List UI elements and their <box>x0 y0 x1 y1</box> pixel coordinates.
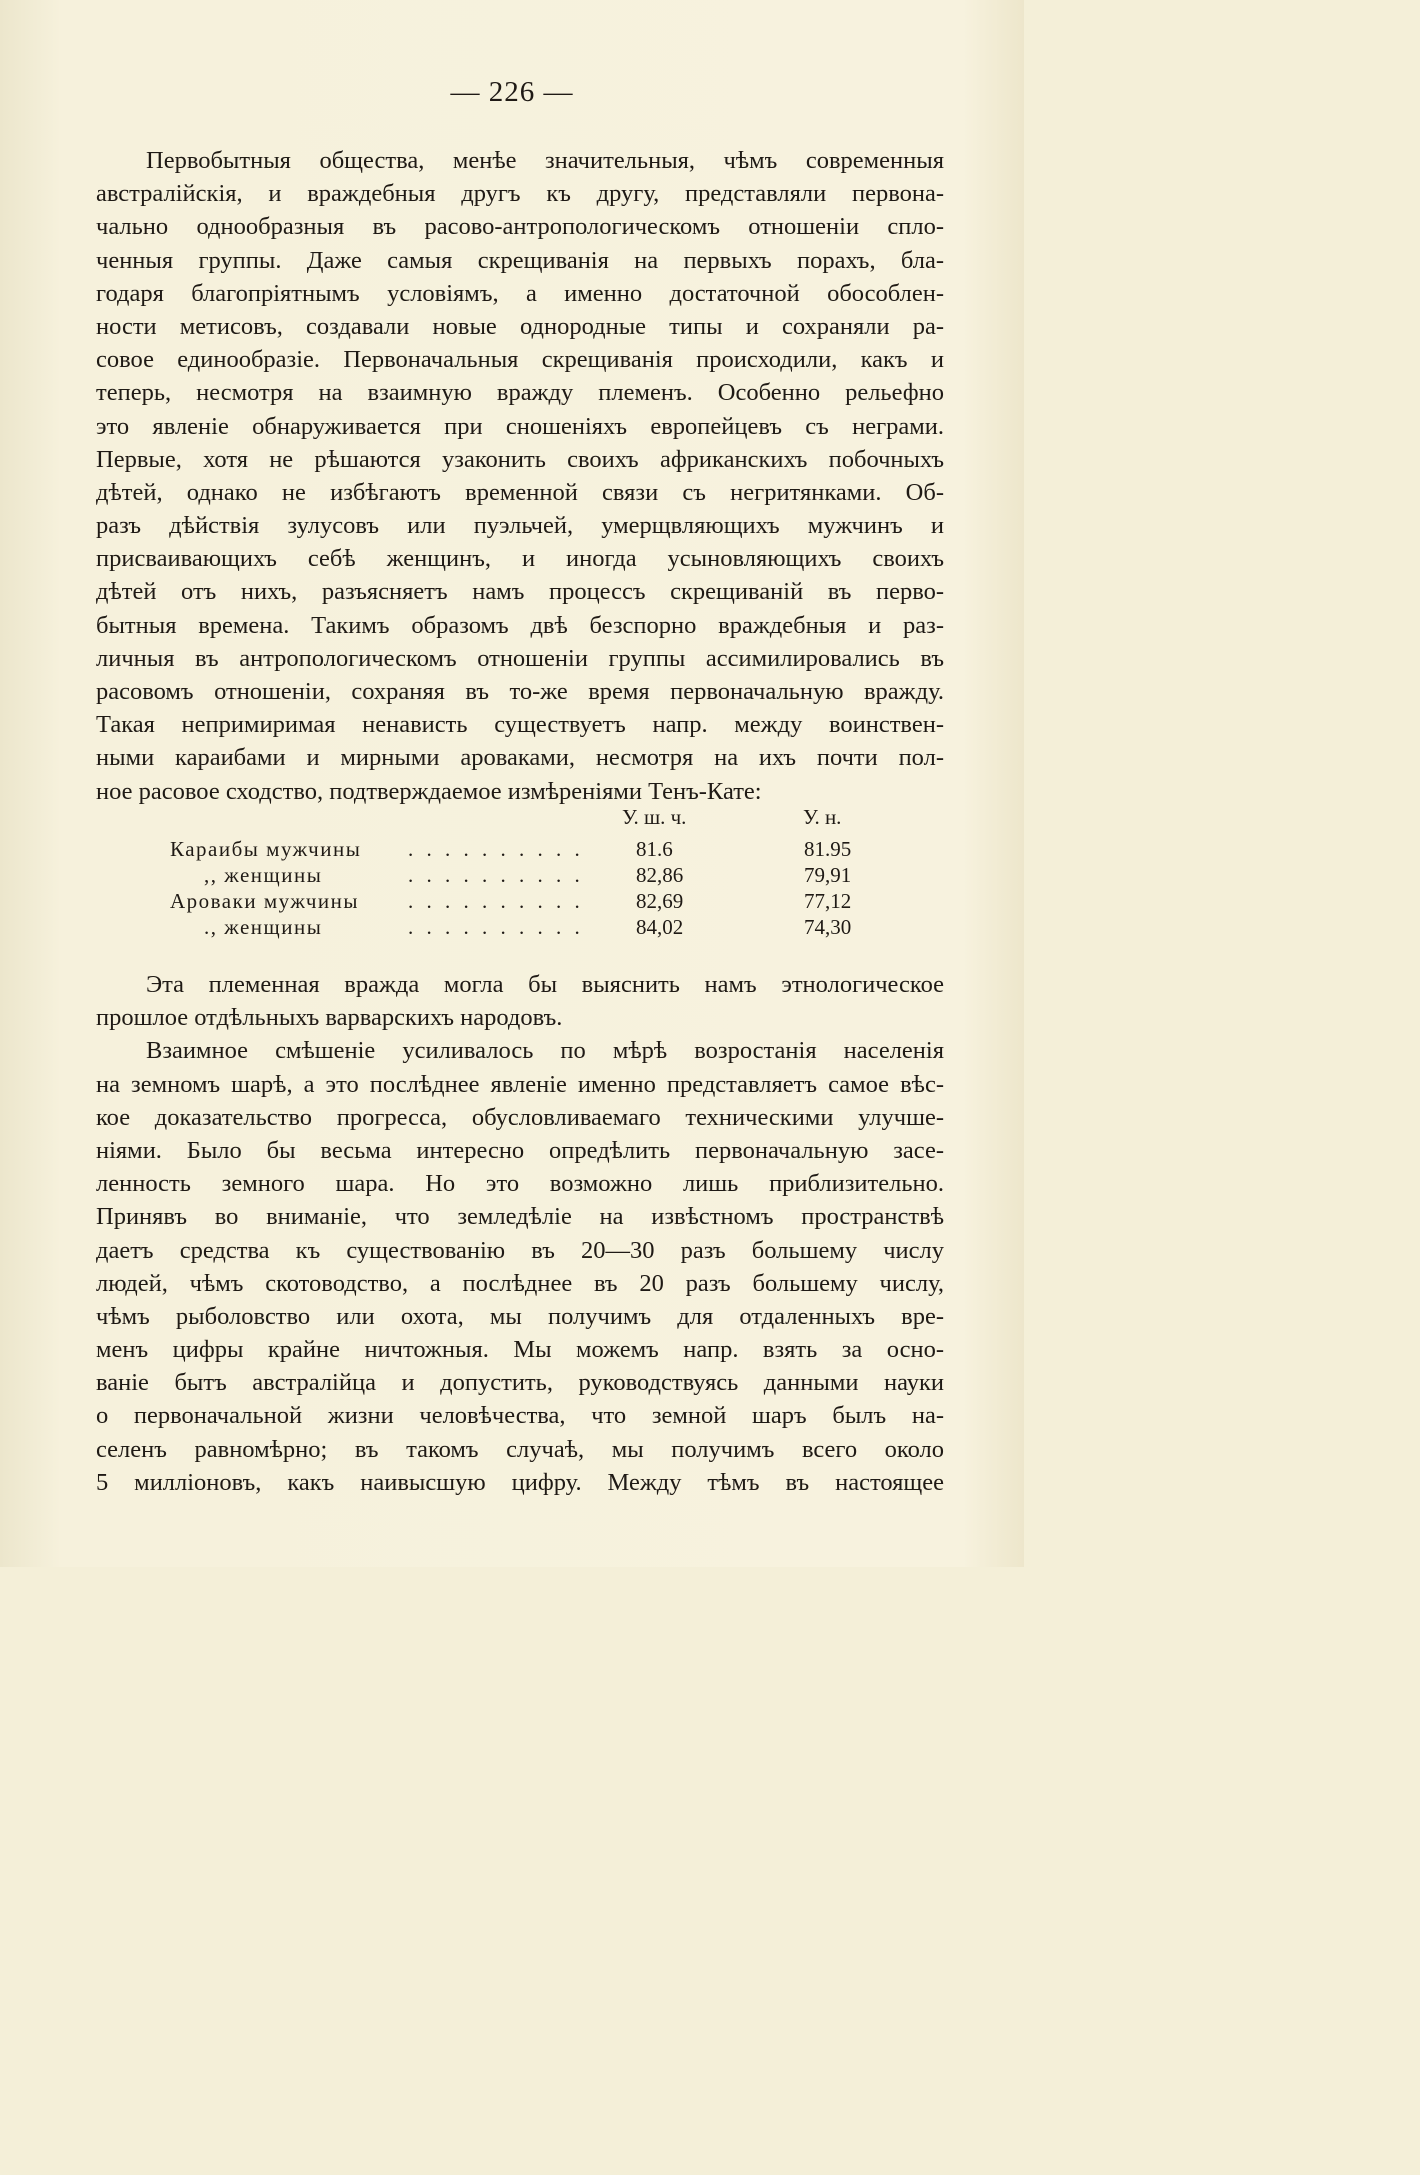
cell-value: 82,69 <box>636 889 684 913</box>
cell-value: 84,02 <box>636 915 684 939</box>
text-line: Такая непримиримая ненависть существуетъ напр. между воинствен- <box>96 711 944 739</box>
text-line: расовомъ отношеніи, сохраняя въ то-же время первоначальную вражду. <box>96 678 944 705</box>
cell-value: 79,91 <box>804 863 852 887</box>
text-line: селенъ равномѣрно; въ такомъ случаѣ, мы получимъ всего около <box>96 1435 944 1463</box>
leader-dots: . . . . . . . . . . <box>408 889 584 913</box>
text-line: ваніе бытъ австралійца и допустить, руководствуясь данными науки <box>96 1369 944 1397</box>
text-line: 5 милліоновъ, какъ наивысшую цифру. Между тѣмъ въ настоящее <box>96 1468 944 1496</box>
paragraph-2-3 <box>96 968 944 1499</box>
text-line: Первые, хотя не рѣшаются узаконить своихъ африканскихъ побочныхъ <box>96 445 944 473</box>
text-line: разъ дѣйствія зулусовъ или пуэльчей, умерщвляющихъ мужчинъ и <box>96 512 944 540</box>
text-line: ными караибами и мирными ароваками, несмотря на ихъ почти пол- <box>96 744 944 772</box>
text-line: Принявъ во вниманіе, что земледѣліе на извѣстномъ пространствѣ <box>96 1203 944 1231</box>
table-row <box>170 837 890 863</box>
paragraph-1 <box>96 144 944 808</box>
cell-value: 77,12 <box>804 889 852 913</box>
text-line: даетъ средства къ существованію въ 20—30 разъ большему числу <box>96 1236 944 1264</box>
table-row <box>170 889 890 915</box>
text-line: дѣтей отъ нихъ, разъясняетъ намъ процессъ скрещиваній въ перво- <box>96 578 944 606</box>
cell-value: 81.95 <box>804 837 852 861</box>
text-line: теперь, несмотря на взаимную вражду племенъ. Особенно рельефно <box>96 379 944 407</box>
text-line: годаря благопріятнымъ условіямъ, а именно достаточной обособлен- <box>96 279 944 307</box>
row-label: ,, женщины <box>204 863 323 887</box>
text-line: чѣмъ рыболовство или охота, мы получимъ для отдаленныхъ вре- <box>96 1302 944 1330</box>
table-header <box>170 805 890 837</box>
leader-dots: . . . . . . . . . . <box>408 863 584 887</box>
leader-dots: . . . . . . . . . . <box>408 915 584 939</box>
text-line: ченныя группы. Даже самыя скрещиванія на первыхъ порахъ, бла- <box>96 246 944 274</box>
table-row <box>170 915 890 941</box>
leader-dots: . . . . . . . . . . <box>408 837 584 861</box>
text-line: это явленіе обнаруживается при сношеніяхъ европейцевъ съ неграми. <box>96 412 944 440</box>
column-header: У. ш. ч. <box>622 805 687 829</box>
measurement-table <box>170 805 890 941</box>
text-line: людей, чѣмъ скотоводство, а послѣднее въ 20 разъ большему числу, <box>96 1269 944 1297</box>
table-row <box>170 863 890 889</box>
text-line: прошлое отдѣльныхъ варварскихъ народовъ. <box>96 1004 563 1032</box>
text-line: личныя въ антропологическомъ отношеніи группы ассимилировались въ <box>96 644 944 672</box>
text-line: о первоначальной жизни человѣчества, что земной шаръ былъ на- <box>96 1402 944 1430</box>
text-line: ніями. Было бы весьма интересно опредѣлить первоначальную засе- <box>96 1136 944 1164</box>
column-header: У. н. <box>803 805 842 829</box>
cell-value: 74,30 <box>804 915 852 939</box>
text-line: Взаимное смѣшеніе усиливалось по мѣрѣ возростанія населенія <box>146 1037 944 1065</box>
text-line: кое доказательство прогресса, обусловливаемаго техническими улучше- <box>96 1103 944 1131</box>
text-line: ленность земного шара. Но это возможно лишь приблизительно. <box>96 1170 944 1198</box>
row-label: Караибы мужчины <box>170 837 362 861</box>
text-line: Эта племенная вражда могла бы выяснить намъ этнологическое <box>146 971 944 998</box>
cell-value: 81.6 <box>636 837 673 861</box>
cell-value: 82,86 <box>636 863 684 887</box>
text-line: Первобытныя общества, менѣе значительныя, чѣмъ современныя <box>146 147 944 174</box>
page-number: — 226 — <box>450 76 574 108</box>
text-line: совое единообразіе. Первоначальныя скрещиванія происходили, какъ и <box>96 346 944 374</box>
text-line: на земномъ шарѣ, а это послѣднее явленіе именно представляетъ самое вѣс- <box>96 1070 944 1098</box>
row-label: Ароваки мужчины <box>170 889 359 913</box>
text-line: чально однообразныя въ расово-антропологическомъ отношеніи спло- <box>96 213 944 241</box>
text-line: ности метисовъ, создавали новые однородные типы и сохраняли ра- <box>96 312 944 340</box>
row-label: ., женщины <box>204 915 323 939</box>
text-line: ное расовое сходство, подтверждаемое измѣреніями Тенъ-Кате: <box>96 777 762 805</box>
text-line: присваивающихъ себѣ женщинъ, и иногда усыновляющихъ своихъ <box>96 545 944 573</box>
text-line: дѣтей, однако не избѣгаютъ временной связи съ негритянками. Об- <box>96 478 944 506</box>
text-line: австралійскія, и враждебныя другъ къ другу, представляли первона- <box>96 180 944 208</box>
text-line: менъ цифры крайне ничтожныя. Мы можемъ напр. взять за осно- <box>96 1336 944 1364</box>
text-line: бытныя времена. Такимъ образомъ двѣ безспорно враждебныя и раз- <box>96 611 944 639</box>
